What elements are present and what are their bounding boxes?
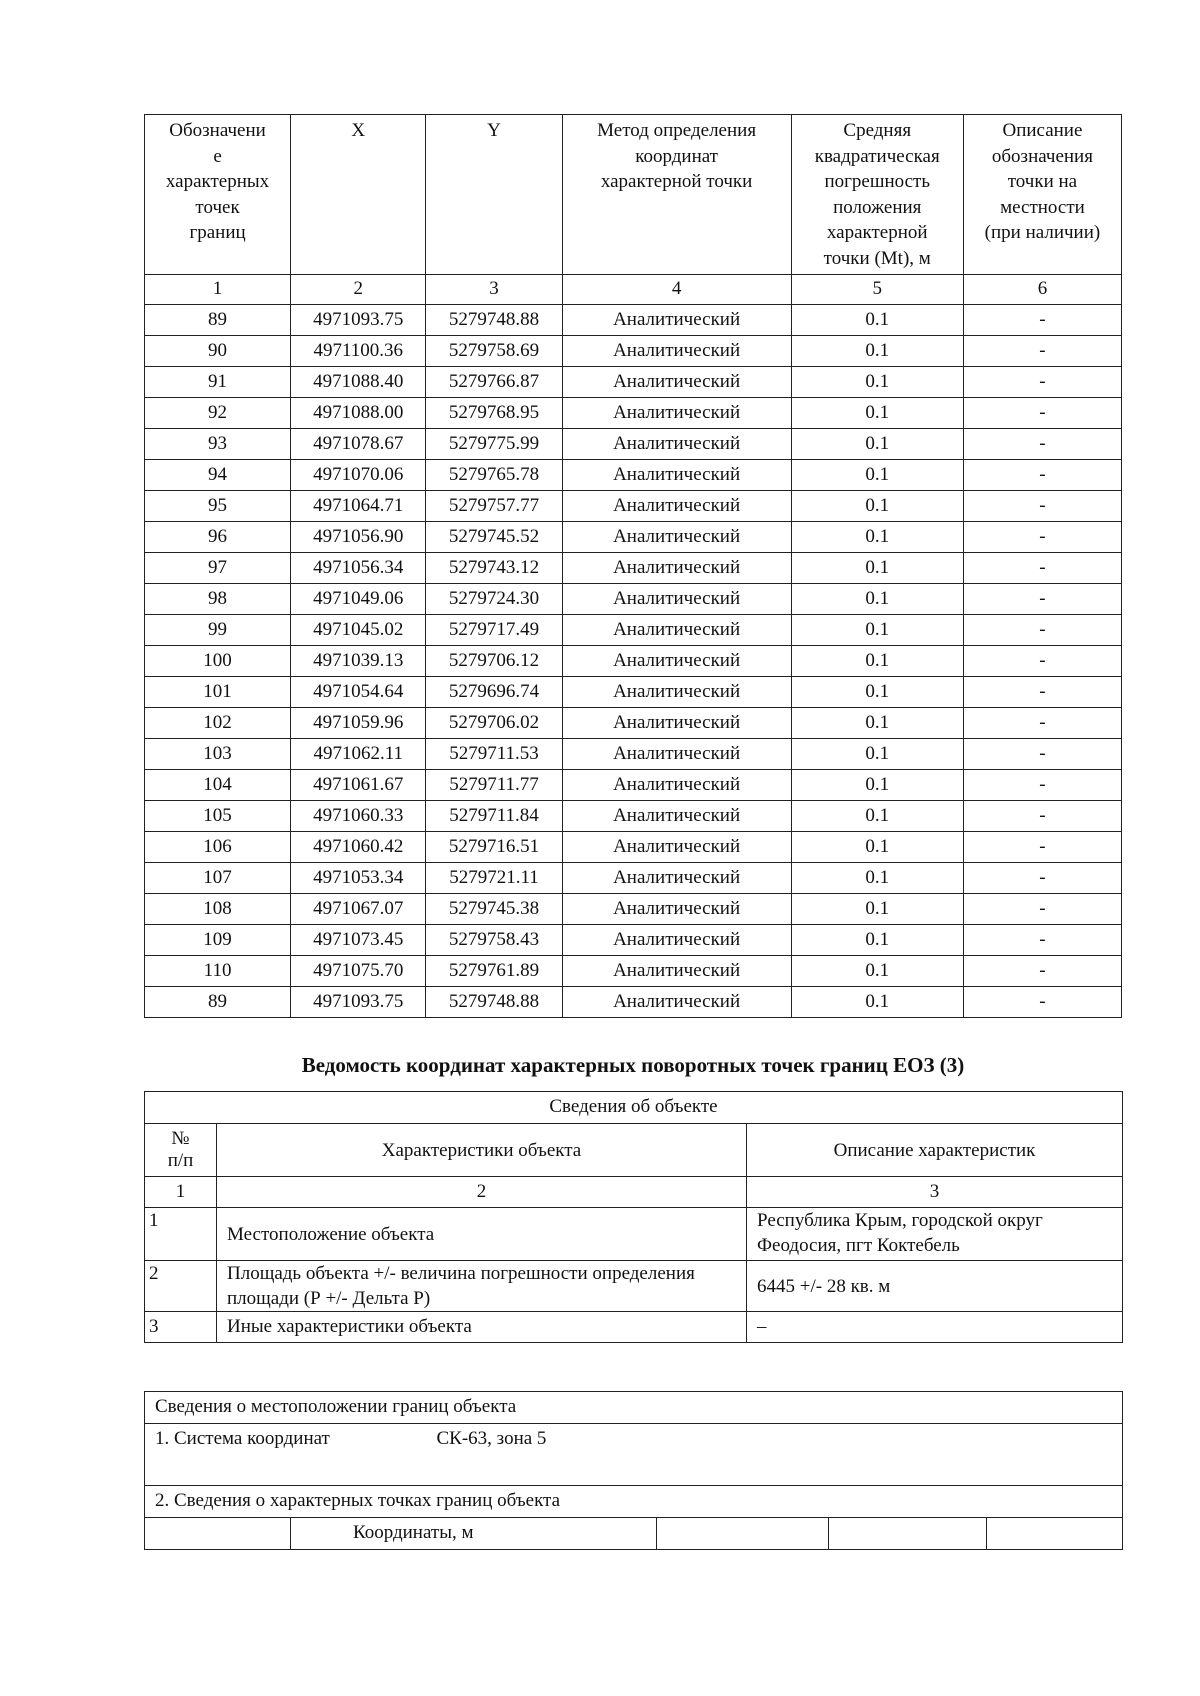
characteristic-name: Площадь объекта +/- величина погрешности определения площади (Р +/- Дельта Р) (217, 1261, 747, 1312)
coordinate-row (145, 584, 1122, 615)
x-coordinate-cell: 4971053.34 (291, 863, 426, 894)
coordinate-row (145, 894, 1122, 925)
description-cell: - (963, 522, 1121, 553)
point-id-cell: 109 (145, 925, 291, 956)
description-cell: - (963, 398, 1121, 429)
point-id-cell: 110 (145, 956, 291, 987)
description-cell: - (963, 863, 1121, 894)
description-cell: - (963, 708, 1121, 739)
method-cell: Аналитический (562, 925, 791, 956)
mean-error-cell: 0.1 (791, 770, 963, 801)
column-number: 1 (145, 1177, 217, 1208)
boundary-points-row (145, 1486, 1123, 1518)
point-id-cell: 94 (145, 460, 291, 491)
method-cell: Аналитический (562, 677, 791, 708)
mean-error-cell: 0.1 (791, 398, 963, 429)
mean-error-cell: 0.1 (791, 739, 963, 770)
point-id-cell: 95 (145, 491, 291, 522)
x-coordinate-cell: 4971060.33 (291, 801, 426, 832)
description-cell: - (963, 801, 1121, 832)
object-info-caption: Сведения об объекте (145, 1092, 1123, 1124)
description-cell: - (963, 553, 1121, 584)
x-coordinate-cell: 4971093.75 (291, 305, 426, 336)
x-coordinate-cell: 4971067.07 (291, 894, 426, 925)
point-id-cell: 97 (145, 553, 291, 584)
x-coordinate-cell: 4971054.64 (291, 677, 426, 708)
x-coordinate-cell: 4971088.40 (291, 367, 426, 398)
method-cell: Аналитический (562, 584, 791, 615)
mean-error-cell: 0.1 (791, 801, 963, 832)
characteristic-value: Республика Крым, городской округ Феодосия, пгт Коктебель (747, 1208, 1123, 1261)
x-coordinate-cell: 4971056.34 (291, 553, 426, 584)
section-title: Ведомость координат характерных поворотных точек границ ЕОЗ (3) (301, 1053, 965, 1077)
coordinates-label: Координаты, м (291, 1518, 657, 1550)
coordinate-system-value: СК-63, зона 5 (427, 1424, 1123, 1456)
point-id-cell: 98 (145, 584, 291, 615)
row-number: 2 (145, 1261, 217, 1312)
point-id-cell: 108 (145, 894, 291, 925)
characteristic-name: Местоположение объекта (217, 1208, 747, 1261)
description-cell: - (963, 894, 1121, 925)
coordinate-row (145, 770, 1122, 801)
point-id-cell: 99 (145, 615, 291, 646)
coordinate-row (145, 615, 1122, 646)
column-number: 2 (291, 275, 426, 305)
y-coordinate-cell: 5279765.78 (426, 460, 562, 491)
description-cell: - (963, 925, 1121, 956)
mean-error-cell: 0.1 (791, 677, 963, 708)
header-characteristics-description: Описание характеристик (747, 1124, 1123, 1177)
coordinate-row (145, 460, 1122, 491)
method-cell: Аналитический (562, 429, 791, 460)
description-cell: - (963, 615, 1121, 646)
coordinate-row (145, 522, 1122, 553)
mean-error-cell: 0.1 (791, 429, 963, 460)
header-mean-error: Средняя квадратическая погрешность положения характерной точки (Mt), м (791, 115, 963, 275)
characteristic-value: – (747, 1312, 1123, 1343)
column-number: 3 (747, 1177, 1123, 1208)
method-cell: Аналитический (562, 770, 791, 801)
description-cell: - (963, 429, 1121, 460)
coordinate-row (145, 863, 1122, 894)
method-cell: Аналитический (562, 305, 791, 336)
y-coordinate-cell: 5279757.77 (426, 491, 562, 522)
x-coordinate-cell: 4971056.90 (291, 522, 426, 553)
coordinate-row (145, 956, 1122, 987)
x-coordinate-cell: 4971062.11 (291, 739, 426, 770)
mean-error-cell: 0.1 (791, 367, 963, 398)
y-coordinate-cell: 5279721.11 (426, 863, 562, 894)
mean-error-cell: 0.1 (791, 863, 963, 894)
x-coordinate-cell: 4971088.00 (291, 398, 426, 429)
coordinate-row (145, 429, 1122, 460)
x-coordinate-cell: 4971061.67 (291, 770, 426, 801)
column-number: 1 (145, 275, 291, 305)
coordinate-row (145, 677, 1122, 708)
y-coordinate-cell: 5279745.38 (426, 894, 562, 925)
y-coordinate-cell: 5279748.88 (426, 987, 562, 1018)
y-coordinate-cell: 5279711.77 (426, 770, 562, 801)
method-cell: Аналитический (562, 460, 791, 491)
object-info-table (144, 1091, 1123, 1343)
column-number: 3 (426, 275, 562, 305)
mean-error-cell: 0.1 (791, 987, 963, 1018)
mean-error-cell: 0.1 (791, 491, 963, 522)
y-coordinate-cell: 5279717.49 (426, 615, 562, 646)
coordinate-row (145, 367, 1122, 398)
y-coordinate-cell: 5279745.52 (426, 522, 562, 553)
point-id-cell: 89 (145, 987, 291, 1018)
description-cell: - (963, 739, 1121, 770)
method-cell: Аналитический (562, 894, 791, 925)
method-cell: Аналитический (562, 491, 791, 522)
point-id-cell: 104 (145, 770, 291, 801)
y-coordinate-cell: 5279758.43 (426, 925, 562, 956)
y-coordinate-cell: 5279696.74 (426, 677, 562, 708)
y-coordinate-cell: 5279748.88 (426, 305, 562, 336)
description-cell: - (963, 832, 1121, 863)
description-cell: - (963, 584, 1121, 615)
point-id-cell: 102 (145, 708, 291, 739)
point-id-cell: 100 (145, 646, 291, 677)
coordinate-row (145, 553, 1122, 584)
coordinates-table-body (145, 115, 1122, 1018)
method-cell: Аналитический (562, 522, 791, 553)
method-cell: Аналитический (562, 801, 791, 832)
x-coordinate-cell: 4971060.42 (291, 832, 426, 863)
characteristic-value: 6445 +/- 28 кв. м (747, 1261, 1123, 1312)
coordinates-subheader-row (145, 1518, 1123, 1550)
mean-error-cell: 0.1 (791, 336, 963, 367)
y-coordinate-cell: 5279711.84 (426, 801, 562, 832)
y-coordinate-cell: 5279761.89 (426, 956, 562, 987)
header-x: X (291, 115, 426, 275)
column-number: 6 (963, 275, 1121, 305)
characteristic-name: Иные характеристики объекта (217, 1312, 747, 1343)
point-id-cell: 105 (145, 801, 291, 832)
x-coordinate-cell: 4971039.13 (291, 646, 426, 677)
coordinate-row (145, 646, 1122, 677)
description-cell: - (963, 305, 1121, 336)
boundary-location-caption-row (145, 1392, 1123, 1424)
coordinate-row (145, 925, 1122, 956)
mean-error-cell: 0.1 (791, 894, 963, 925)
method-cell: Аналитический (562, 615, 791, 646)
method-cell: Аналитический (562, 553, 791, 584)
coordinate-row (145, 336, 1122, 367)
object-info-caption-row (145, 1092, 1123, 1124)
header-point-description: Описание обозначения точки на местности (при наличии) (963, 115, 1121, 275)
y-coordinate-cell: 5279724.30 (426, 584, 562, 615)
description-cell: - (963, 336, 1121, 367)
boundary-location-table (144, 1391, 1123, 1550)
mean-error-cell: 0.1 (791, 584, 963, 615)
empty-cell (657, 1518, 829, 1550)
coordinates-table (144, 114, 1122, 1018)
row-number: 3 (145, 1312, 217, 1343)
mean-error-cell: 0.1 (791, 646, 963, 677)
method-cell: Аналитический (562, 987, 791, 1018)
x-coordinate-cell: 4971093.75 (291, 987, 426, 1018)
x-coordinate-cell: 4971100.36 (291, 336, 426, 367)
y-coordinate-cell: 5279743.12 (426, 553, 562, 584)
object-info-row (145, 1208, 1123, 1261)
header-method: Метод определения координат характерной точки (562, 115, 791, 275)
column-number: 2 (217, 1177, 747, 1208)
point-id-cell: 93 (145, 429, 291, 460)
point-id-cell: 107 (145, 863, 291, 894)
method-cell: Аналитический (562, 398, 791, 429)
coordinates-header-row (145, 115, 1122, 275)
y-coordinate-cell: 5279775.99 (426, 429, 562, 460)
x-coordinate-cell: 4971073.45 (291, 925, 426, 956)
point-id-cell: 96 (145, 522, 291, 553)
empty-cell (987, 1518, 1123, 1550)
mean-error-cell: 0.1 (791, 832, 963, 863)
column-number: 5 (791, 275, 963, 305)
mean-error-cell: 0.1 (791, 956, 963, 987)
boundary-location-caption: Сведения о местоположении границ объекта (145, 1392, 1123, 1424)
y-coordinate-cell: 5279768.95 (426, 398, 562, 429)
header-object-characteristics: Характеристики объекта (217, 1124, 747, 1177)
coordinate-row (145, 987, 1122, 1018)
coordinate-row (145, 832, 1122, 863)
method-cell: Аналитический (562, 863, 791, 894)
header-point-designation: Обозначени е характерных точек границ (145, 115, 291, 275)
method-cell: Аналитический (562, 367, 791, 398)
method-cell: Аналитический (562, 832, 791, 863)
blank-row (145, 1455, 1123, 1486)
description-cell: - (963, 367, 1121, 398)
description-cell: - (963, 677, 1121, 708)
point-id-cell: 106 (145, 832, 291, 863)
mean-error-cell: 0.1 (791, 925, 963, 956)
y-coordinate-cell: 5279706.12 (426, 646, 562, 677)
description-cell: - (963, 956, 1121, 987)
point-id-cell: 103 (145, 739, 291, 770)
point-id-cell: 90 (145, 336, 291, 367)
method-cell: Аналитический (562, 956, 791, 987)
point-id-cell: 101 (145, 677, 291, 708)
coordinate-row (145, 739, 1122, 770)
object-info-row (145, 1312, 1123, 1343)
description-cell: - (963, 491, 1121, 522)
mean-error-cell: 0.1 (791, 615, 963, 646)
boundary-points-label: 2. Сведения о характерных точках границ объекта (145, 1486, 1123, 1518)
coordinate-row (145, 398, 1122, 429)
y-coordinate-cell: 5279706.02 (426, 708, 562, 739)
mean-error-cell: 0.1 (791, 305, 963, 336)
mean-error-cell: 0.1 (791, 708, 963, 739)
x-coordinate-cell: 4971070.06 (291, 460, 426, 491)
description-cell: - (963, 987, 1121, 1018)
method-cell: Аналитический (562, 739, 791, 770)
blank-cell (145, 1455, 1123, 1486)
point-id-cell: 92 (145, 398, 291, 429)
coordinate-row (145, 491, 1122, 522)
method-cell: Аналитический (562, 708, 791, 739)
coordinate-system-row (145, 1424, 1123, 1456)
description-cell: - (963, 770, 1121, 801)
column-number: 4 (562, 275, 791, 305)
x-coordinate-cell: 4971045.02 (291, 615, 426, 646)
header-row-number: № п/п (145, 1124, 217, 1177)
object-info-header-row (145, 1124, 1123, 1177)
header-y: Y (426, 115, 562, 275)
point-id-cell: 89 (145, 305, 291, 336)
x-coordinate-cell: 4971078.67 (291, 429, 426, 460)
coordinate-row (145, 305, 1122, 336)
object-info-column-numbers-row (145, 1177, 1123, 1208)
method-cell: Аналитический (562, 336, 791, 367)
x-coordinate-cell: 4971049.06 (291, 584, 426, 615)
mean-error-cell: 0.1 (791, 553, 963, 584)
x-coordinate-cell: 4971064.71 (291, 491, 426, 522)
object-info-row (145, 1261, 1123, 1312)
mean-error-cell: 0.1 (791, 460, 963, 491)
description-cell: - (963, 646, 1121, 677)
point-id-cell: 91 (145, 367, 291, 398)
y-coordinate-cell: 5279716.51 (426, 832, 562, 863)
description-cell: - (963, 460, 1121, 491)
method-cell: Аналитический (562, 646, 791, 677)
coordinates-column-numbers-row (145, 275, 1122, 305)
coordinate-row (145, 708, 1122, 739)
coordinate-row (145, 801, 1122, 832)
x-coordinate-cell: 4971059.96 (291, 708, 426, 739)
y-coordinate-cell: 5279766.87 (426, 367, 562, 398)
empty-cell (145, 1518, 291, 1550)
row-number: 1 (145, 1208, 217, 1261)
x-coordinate-cell: 4971075.70 (291, 956, 426, 987)
mean-error-cell: 0.1 (791, 522, 963, 553)
empty-cell (829, 1518, 987, 1550)
y-coordinate-cell: 5279758.69 (426, 336, 562, 367)
y-coordinate-cell: 5279711.53 (426, 739, 562, 770)
coordinate-system-label: 1. Система координат (145, 1424, 427, 1456)
